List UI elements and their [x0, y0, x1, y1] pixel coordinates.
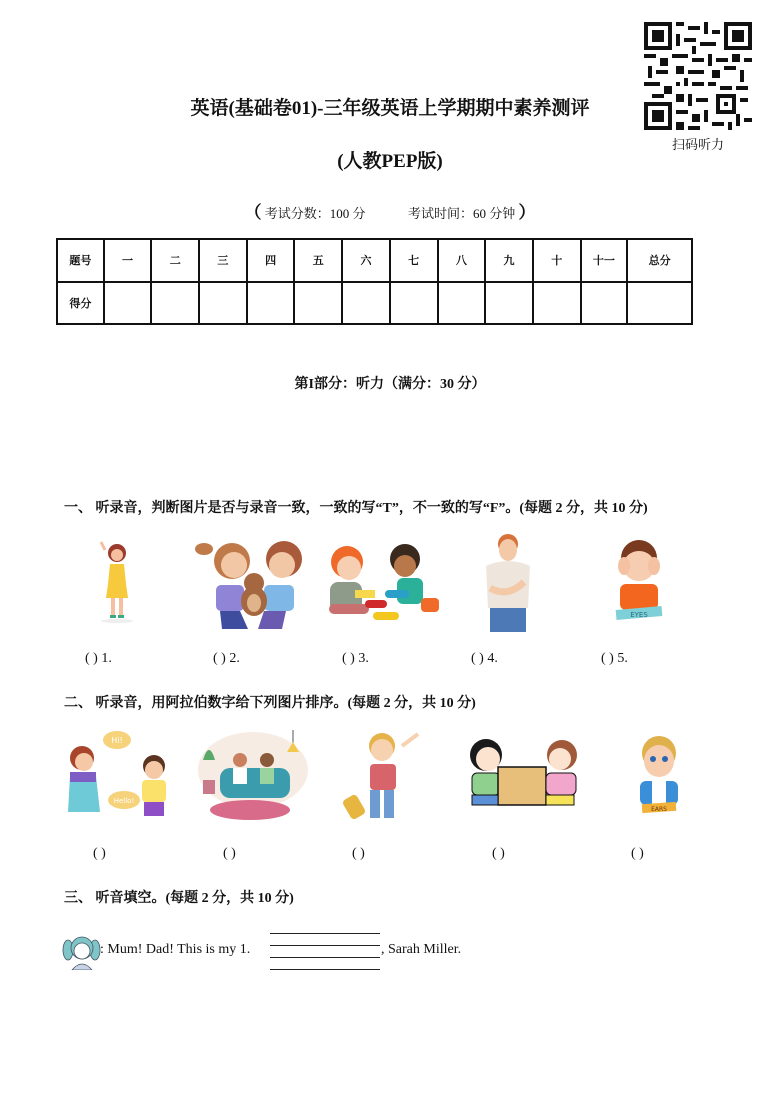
column-header: 六 [342, 239, 390, 282]
answer-blank-5[interactable]: ( ) 5. [601, 651, 628, 666]
row-label: 题号 [57, 239, 104, 282]
score-table-score-row [57, 282, 692, 325]
paren-open: （ [244, 203, 262, 222]
answer-blank-4[interactable]: ( ) 4. [471, 651, 498, 666]
picture-women-on-sofa [195, 730, 310, 822]
girl-avatar-icon [62, 934, 102, 970]
order-blank-1[interactable]: ( ) [93, 846, 106, 861]
score-cell[interactable] [151, 282, 199, 325]
exam-score: 考试分数：100 分 [264, 206, 366, 221]
column-header: 一 [104, 239, 152, 282]
order-blank-5[interactable]: ( ) [631, 846, 644, 861]
score-cell[interactable] [247, 282, 295, 325]
answer-blank-2[interactable]: ( ) 2. [213, 651, 240, 666]
column-header: 四 [247, 239, 295, 282]
score-cell[interactable] [342, 282, 390, 325]
paren-close: ） [518, 203, 536, 222]
picture-kids-carrying-box [458, 733, 588, 823]
exam-time: 考试时间：60 分钟 [408, 206, 516, 221]
section1-heading: 一、 听录音，判断图片是否与录音一致，一致的写“T”，不一致的写“F”。(每题 2 分，共 10 分) [64, 501, 648, 516]
score-cell[interactable] [581, 282, 628, 325]
qr-code-label: 扫码听力 [671, 138, 724, 153]
order-blank-3[interactable]: ( ) [352, 846, 365, 861]
fill-sentence [100, 942, 250, 958]
picture-girl-waving [96, 540, 138, 624]
score-cell[interactable] [485, 282, 533, 325]
column-header: 七 [390, 239, 438, 282]
column-header: 八 [438, 239, 486, 282]
answer-blank-3[interactable]: ( ) 3. [342, 651, 369, 666]
picture-kids-greeting [62, 730, 177, 825]
picture-boy-covering-eyes [608, 538, 670, 622]
qr-code-icon[interactable] [644, 22, 752, 130]
part1-heading: 第I部分：听力（满分：30 分） [294, 377, 486, 392]
score-cell[interactable] [438, 282, 486, 325]
svg-text:Hi!: Hi! [111, 736, 123, 745]
column-header: 九 [485, 239, 533, 282]
document-title: 英语(基础卷01)-三年级英语上学期期中素养测评 [190, 98, 590, 119]
column-header: 十一 [581, 239, 628, 282]
writing-line [270, 933, 380, 934]
picture-boys-toy-cars [325, 542, 445, 624]
column-header: 三 [199, 239, 247, 282]
score-cell[interactable] [104, 282, 152, 325]
score-table-header-row [57, 239, 692, 282]
svg-text:Hello!: Hello! [113, 797, 135, 805]
score-cell[interactable] [199, 282, 247, 325]
sentence-after: , Sarah Miller. [381, 942, 462, 957]
writing-line [270, 945, 380, 946]
score-table [56, 238, 693, 325]
score-cell[interactable] [294, 282, 342, 325]
exam-info [0, 198, 780, 223]
score-cell[interactable] [533, 282, 581, 325]
picture-boy-with-suitcase [340, 728, 420, 825]
picture-kids-pulling-teddy [192, 535, 312, 630]
order-blank-2[interactable]: ( ) [223, 846, 236, 861]
section3-heading: 三、 听音填空。(每题 2 分，共 10 分) [64, 891, 294, 906]
picture-boy-touching-ears [628, 733, 690, 817]
sentence-before: : Mum! Dad! This is my 1. [100, 942, 251, 957]
answer-blank-1[interactable]: ( ) 1. [85, 651, 112, 666]
column-header: 五 [294, 239, 342, 282]
document-subtitle: (人教PEP版) [337, 151, 443, 172]
order-blank-4[interactable]: ( ) [492, 846, 505, 861]
picture-man-holding-stomach [480, 532, 536, 632]
total-score-cell[interactable] [627, 282, 692, 325]
score-cell[interactable] [390, 282, 438, 325]
svg-text:EARS: EARS [651, 806, 667, 813]
svg-text:EYES: EYES [630, 611, 648, 619]
column-header: 二 [151, 239, 199, 282]
row-label: 得分 [57, 282, 104, 325]
writing-line [270, 969, 380, 970]
column-header: 总分 [627, 239, 692, 282]
section2-heading: 二、 听录音，用阿拉伯数字给下列图片排序。(每题 2 分，共 10 分) [64, 696, 476, 711]
column-header: 十 [533, 239, 581, 282]
answer-line-1[interactable] [270, 957, 380, 958]
